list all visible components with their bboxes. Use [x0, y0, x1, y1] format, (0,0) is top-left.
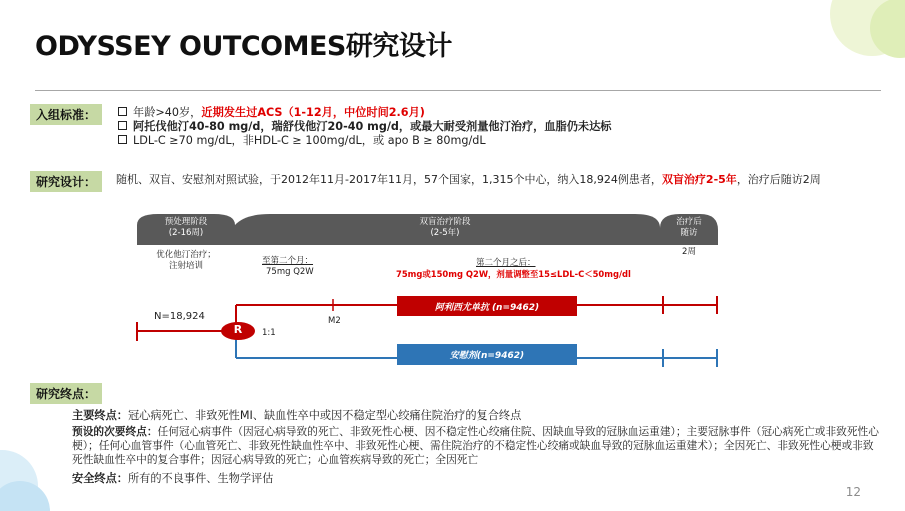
safety-text: 所有的不良事件、生物学评估 — [127, 472, 274, 485]
secondary-endpoint — [72, 425, 880, 467]
safety-endpoint — [72, 472, 273, 486]
inclusion-statin: 阿托伐他汀40-80 mg/d，瑞舒伐他汀20-40 mg/d，或最大耐受剂量他汀治疗，血脂仍未达标 — [133, 120, 612, 133]
month2-dosing: 至第二个月： 75mg Q2W — [262, 256, 314, 277]
primary-label: 主要终点： — [72, 409, 128, 422]
phase-post-label: 治疗后 随访 — [676, 217, 702, 238]
primary-text: 冠心病死亡、非致死性MI、缺血性卒中或因不稳定型心绞痛住院治疗的复合终点 — [127, 409, 522, 422]
design-tail: ，治疗后随访2周 — [736, 173, 821, 186]
design-duration: 双盲治疗2-5年 — [661, 173, 737, 186]
page-title: ODYSSEY OUTCOMES研究设计 — [35, 31, 452, 62]
design-plain: 随机、双盲、安慰剂对照试验，于2012年11月-2017年11月，57个国家，1,315个中心，纳入18,924例患者， — [116, 173, 662, 186]
randomize-label: R — [233, 323, 243, 336]
after-month2-dosing: 第二个月之后： 75mg或150mg Q2W，剂量调整至15≤LDL-C＜50mg/dl — [396, 258, 631, 279]
primary-endpoint — [72, 409, 521, 423]
page-number: 12 — [845, 485, 861, 499]
endpoints-tag: 研究终点： — [30, 383, 102, 404]
total-n-label: N=18,924 — [154, 311, 205, 322]
phase-post-duration: 2周 — [682, 247, 696, 257]
inclusion-tag: 入组标准： — [30, 104, 102, 125]
phase-blind-label: 双盲治疗阶段 (2-5年) — [419, 217, 471, 238]
pre-treatment-notes: 优化他汀治疗； 注射培训 — [156, 250, 216, 271]
safety-label: 安全终点： — [72, 472, 128, 485]
inclusion-acs: 近期发生过ACS（1-12月，中位时间2.6月) — [201, 106, 425, 119]
inclusion-age: 年龄>40岁， — [133, 106, 202, 119]
secondary-label: 预设的次要终点： — [72, 425, 158, 438]
design-tag: 研究设计： — [30, 171, 102, 192]
arm1-label: 阿利西尤单抗 (n=9462) — [434, 303, 540, 313]
secondary-text: 任何冠心病事件（因冠心病导致的死亡、非致死性心梗、因不稳定性心绞痛住院、因缺血导致的冠脉血运重建）；主要冠脉事件（冠心病死亡或非致死性心梗）；任何心血管事件（心血管死亡、非致死性缺血性卒中、非致死性心梗、需住院治疗的不稳定性心绞痛或缺血导致的冠脉血运重建术）；全因死亡、非致死性心梗或非致死性缺血性卒中的复合事件；因冠心病导致的死亡；心血管疾病导致的死亡；全因死亡 — [72, 425, 879, 466]
phase-pre-label: 预处理阶段 (2-16周) — [164, 217, 208, 238]
m2-label: M2 — [328, 316, 341, 326]
arm2-label: 安慰剂(n=9462) — [449, 351, 525, 361]
ratio-label: 1:1 — [262, 328, 276, 338]
inclusion-lipid: LDL-C ≥70 mg/dL，非HDL-C ≥ 100mg/dL，或 apo B ≥ 80mg/dL — [133, 134, 486, 147]
